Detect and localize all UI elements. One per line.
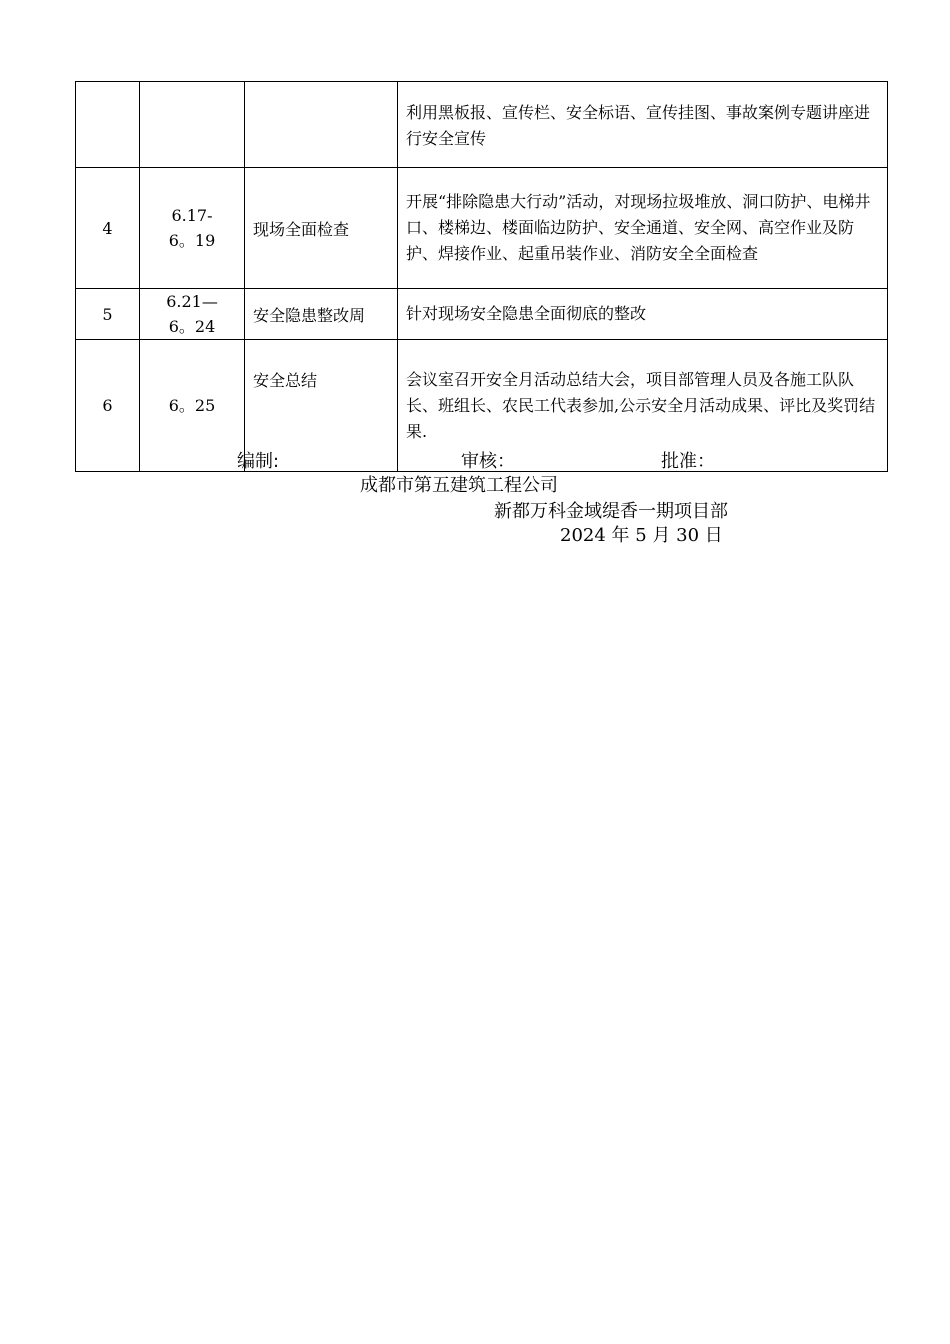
activity-content-text: 会议室召开安全月活动总结大会，项目部管理人员及各施工队队长、班组长、农民工代表参加,公示安全月活动成果、评比及奖罚结果. bbox=[406, 369, 876, 441]
row-number-cell: 6 bbox=[76, 340, 140, 472]
activity-item-cell: 现场全面检查 bbox=[245, 168, 398, 289]
activity-content-text: 开展“排除隐患大行动”活动，对现场拉圾堆放、洞口防护、电梯井口、楼梯边、楼面临边防护、安全通道、安全网、高空作业及防护、焊接作业、起重吊装作业、消防安全全面检查 bbox=[406, 192, 871, 263]
prepared-by-label: 编制: bbox=[237, 451, 280, 472]
activity-schedule-table bbox=[75, 81, 888, 472]
document-date: 2024 年 5 月 30 日 bbox=[560, 525, 723, 546]
activity-item-cell: 安全总结 bbox=[245, 340, 398, 472]
activity-item-cell bbox=[245, 82, 398, 168]
date-start: 6.17- bbox=[171, 206, 213, 225]
table-row bbox=[76, 168, 888, 289]
company-name: 成都市第五建筑工程公司 bbox=[360, 475, 558, 496]
activity-item-cell: 安全隐患整改周 bbox=[245, 289, 398, 340]
table-row bbox=[76, 82, 888, 168]
activity-content-text: 利用黑板报、宣传栏、安全标语、宣传挂图、事故案例专题讲座进行安全宣传 bbox=[406, 102, 871, 148]
project-department-name: 新都万科金域缇香一期项目部 bbox=[494, 501, 728, 522]
date-cell bbox=[140, 340, 245, 472]
date-cell bbox=[140, 82, 245, 168]
date-cell bbox=[140, 168, 245, 289]
row-number-cell: 5 bbox=[76, 289, 140, 340]
date-end: 6。24 bbox=[168, 317, 216, 336]
activity-content-cell bbox=[398, 82, 888, 168]
date-cell bbox=[140, 289, 245, 340]
activity-content-cell bbox=[398, 168, 888, 289]
date-end: 6。19 bbox=[168, 231, 216, 250]
row-number-cell: 4 bbox=[76, 168, 140, 289]
date-start: 6.21— bbox=[166, 292, 218, 311]
activity-content-cell bbox=[398, 289, 888, 340]
activity-content-text: 针对现场安全隐患全面彻底的整改 bbox=[406, 304, 647, 323]
reviewed-by-label: 审核： bbox=[461, 451, 515, 472]
date-start: 6。25 bbox=[168, 396, 216, 415]
row-number-cell bbox=[76, 82, 140, 168]
approved-by-label: 批准： bbox=[661, 451, 715, 472]
table-row bbox=[76, 289, 888, 340]
